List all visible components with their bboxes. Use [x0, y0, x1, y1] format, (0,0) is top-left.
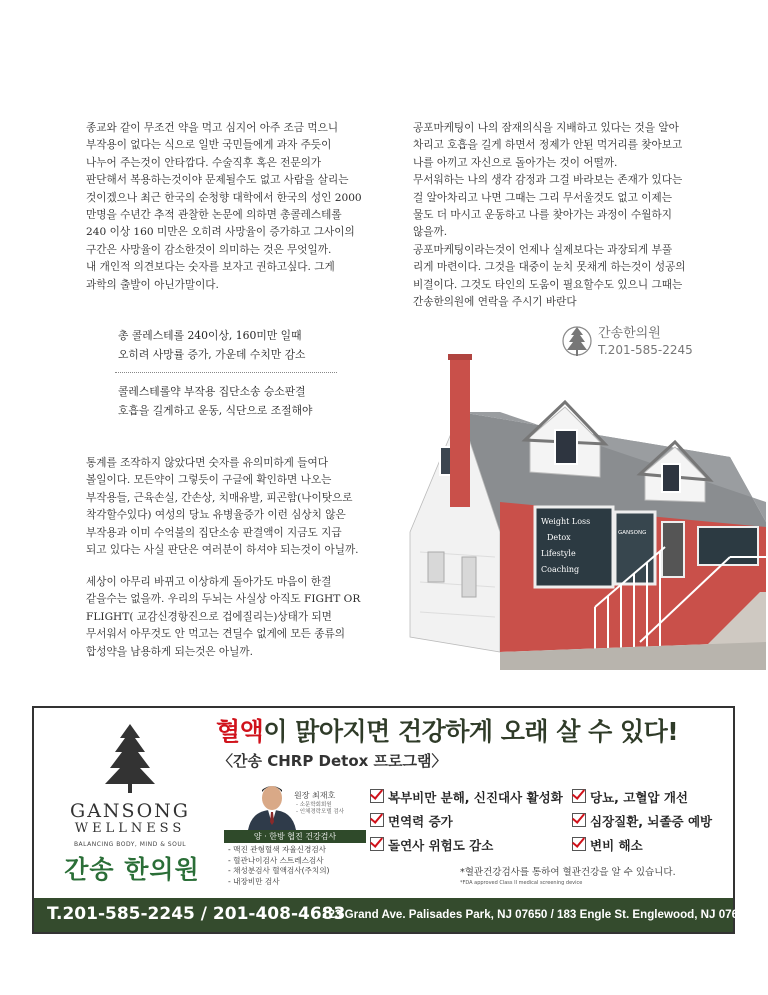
benefit-item: 심장질환, 뇌졸증 예방 [572, 812, 712, 830]
brand-tagline: BALANCING BODY, MIND & SOUL [73, 841, 187, 848]
ad-headline: 혈액이 맑아지면 건강하게 오래 살 수 있다! [216, 717, 679, 746]
logo-phone: T.201-585-2245 [598, 343, 693, 357]
checkmark-icon [370, 813, 384, 827]
sign-coaching: Coaching [541, 565, 580, 574]
left-paragraph-3: 세상이 아무리 바뀌고 이상하게 돌아가도 마음이 한결 같을수는 없을까. 우리의 두뇌는 사실상 아직도 FIGHT OR FLIGHT( 교감신경항진으로 겁에질리는)상태가 되면 무서워서 아무것도 안 먹고는 견딜수 없게에 모든 종류의 합성약을 남용하게 되는것은 아닐까. [86, 576, 361, 658]
screening-note: *혈관건강검사를 통하여 혈관건강을 알 수 있습니다. [460, 867, 676, 878]
left-paragraph-2: 통계를 조작하지 않았다면 숫자를 유의미하게 들여다 볼일이다. 모든약이 그렇듯이 구글에 확인하면 나오는 부작용들, 근육손실, 간손상, 치매유발, 피곤함(나이탓으로 착각할수있다) 여성의 당뇨 유병율증가 이런 심상치 않은 부작용과 이미 수억불의 집단소송 판결액이 지금도 지급 되고 있다는 사실 판단은 여러분이 하셔야 되는것이 아닐까. [86, 457, 359, 557]
checkmark-icon [370, 789, 384, 803]
addresses: 123 Grand Ave. Palisades Park, NJ 07650 / 183 Engle St. Englewood, NJ 07631 [322, 908, 751, 921]
sign-gansong: GANSONG [618, 530, 647, 536]
clinic-building-image [400, 352, 766, 670]
checkmark-icon [572, 789, 586, 803]
doctor-name: 원장 최재호 [294, 791, 336, 800]
brand-name-en: GANSONG [70, 800, 190, 822]
benefit-item: 돌연사 위험도 감소 [370, 836, 493, 854]
left-paragraph-1: 종교와 같이 무조건 약을 먹고 심지어 아주 조금 먹으니 부작용이 없다는 식으로 일반 국민들에게 과자 주듯이 나누어 주는것이 안타깝다. 수술직후 혹은 전문의가 판단해서 복용하는것이야 문제될수도 없고 사람을 살리는 것이겠으나 최근 한국의 순청향 대학에서 한국의 성인 2000 만명을 수년간 추적 관찰한 논문에 의하면 총콜레스테롤 240 이상 160 미만은 오히려 사망율이 증가하고 그사이의 구간은 사망율이 감소한것이 의미하는 것은 무엇일까. 내 개인적 의견보다는 숫자를 보자고 권하고싶다. 그게 과학의 출발이 아닌가말이다. [86, 122, 362, 291]
phone-numbers: T.201-585-2245 / 201-408-4683 [47, 904, 346, 924]
logo-clinic-name: 간송한의원 [598, 326, 661, 341]
contact-footer [34, 898, 751, 932]
doctor-credentials: - 소문학회회원 - 인체경락모델 검사 [296, 802, 344, 815]
benefit-item: 면역력 증가 [370, 812, 453, 830]
advertisement-box [32, 706, 751, 934]
checkmark-icon [370, 837, 384, 851]
checkmark-icon [572, 813, 586, 827]
fda-note: *FDA approved Class II medical screening device [460, 880, 583, 886]
exam-list: - 맥진 관형혈색 자율신경검사 - 혈관나이검사 스트레스검사 - 채성분검사 혈액검사(주치의) - 내장비만 검사 [228, 845, 330, 886]
checkmark-icon [572, 837, 586, 851]
exam-title-bar: 양 · 한방 협진 건강검사 [224, 830, 366, 843]
divider [115, 372, 337, 373]
benefit-item: 복부비만 분해, 신진대사 활성화 [370, 788, 563, 806]
sign-weight-loss: Weight Loss [541, 517, 591, 526]
pine-tree-logo-icon [100, 722, 160, 794]
brand-name-kr: 간송 한의원 [64, 855, 200, 884]
highlight-box-1: 총 콜레스테롤 240이상, 160미만 일때 오히려 사망률 증가, 가운데 수치만 감소 [118, 329, 306, 361]
benefit-item: 변비 해소 [572, 836, 643, 854]
brand-wellness: WELLNESS [74, 821, 186, 836]
benefit-item: 당뇨, 고혈압 개선 [572, 788, 688, 806]
sign-detox: Detox [547, 533, 571, 542]
right-paragraph: 공포마케팅이 나의 잠재의식을 지배하고 있다는 것을 알아 차리고 호흡을 길게 하면서 정제가 안된 먹거리를 찾아보고 나를 아끼고 자신으로 돌아가는 것이 어떨까. 무서워하는 나의 생각 감정과 그걸 바라보는 존재가 있다는 걸 알아차리고 나면 그때는 그리 무서울것도 없고 이제는 물도 더 마시고 운동하고 나를 찾아가는 과정이 수월하지 않을까. 공포마케팅이라는것이 언제나 실제보다는 과장되게 부풀 리게 마련이다. 그것을 대중이 눈치 못채게 하는것이 성공의 비결이다. 그것도 타인의 도움이 필요할수도 있으니 그때는 간송한의원에 연락을 주시기 바란다 [413, 122, 686, 309]
sign-lifestyle: Lifestyle [541, 549, 576, 558]
ad-subtitle: 〈간송 CHRP Detox 프로그램〉 [218, 752, 447, 770]
highlight-box-2: 콜레스테롤약 부작용 집단소송 승소판결 호흡을 길게하고 운동, 식단으로 조절해야 [118, 385, 313, 417]
